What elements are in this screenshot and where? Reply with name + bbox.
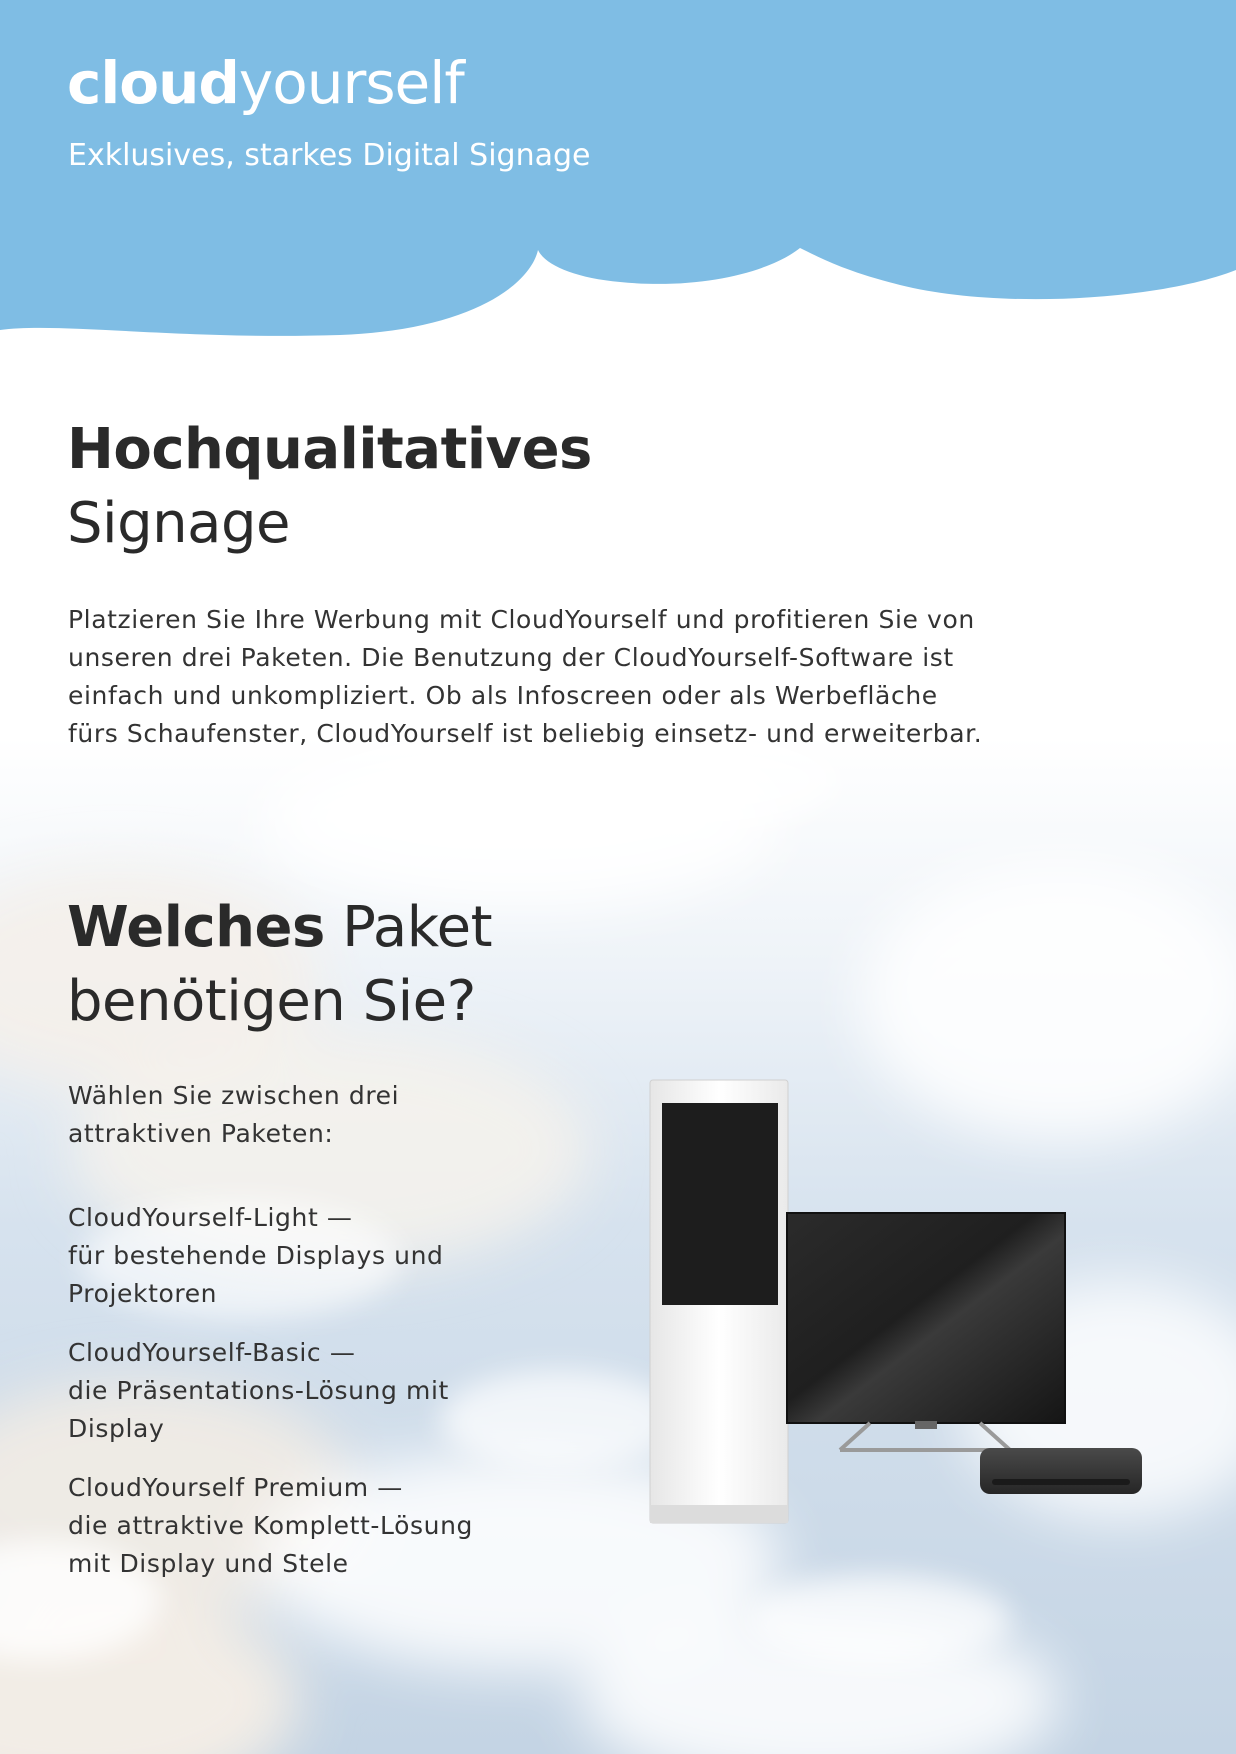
package-line: für bestehende Displays und: [68, 1241, 444, 1270]
package-line: Display: [68, 1414, 165, 1443]
paragraph-line: einfach und unkompliziert. Ob als Infoscreen oder als Werbefläche: [68, 681, 938, 710]
section2-heading: [67, 891, 492, 1039]
package-line: Projektoren: [68, 1279, 218, 1308]
media-player-icon: [980, 1448, 1142, 1494]
package-line: CloudYourself-Basic —: [68, 1338, 356, 1367]
brand-logo-light: yourself: [238, 49, 464, 117]
intro-line: Wählen Sie zwischen drei: [68, 1081, 400, 1110]
package-light: [68, 1199, 443, 1313]
package-premium: [68, 1469, 473, 1583]
paragraph-line: Platzieren Sie Ihre Werbung mit CloudYourself und profitieren Sie von: [68, 605, 975, 634]
section1-heading-light: Signage: [67, 491, 290, 556]
intro-line: attraktiven Paketen:: [68, 1119, 334, 1148]
brand-tagline: Exklusives, starkes Digital Signage: [68, 138, 591, 173]
stele-display-icon: [650, 1080, 788, 1523]
section2-intro: [68, 1077, 399, 1153]
package-line: CloudYourself-Light —: [68, 1203, 353, 1232]
section1-paragraph: [68, 601, 1028, 753]
paragraph-line: fürs Schaufenster, CloudYourself ist beliebig einsetz- und erweiterbar.: [68, 719, 983, 748]
tv-display-icon: [787, 1213, 1065, 1450]
section2-heading-line2: benötigen Sie?: [67, 969, 476, 1034]
package-line: mit Display und Stele: [68, 1549, 349, 1578]
package-line: CloudYourself Premium —: [68, 1473, 403, 1502]
brand-logo-bold: cloud: [67, 49, 239, 117]
section1-heading-bold: Hochqualitatives: [67, 417, 592, 482]
package-line: die Präsentations-Lösung mit: [68, 1376, 449, 1405]
package-line: die attraktive Komplett-Lösung: [68, 1511, 473, 1540]
product-illustration: [640, 1075, 1180, 1525]
section2-heading-bold: Welches: [67, 895, 325, 960]
paragraph-line: unseren drei Paketen. Die Benutzung der CloudYourself-Software ist: [68, 643, 954, 672]
package-basic: [68, 1334, 449, 1448]
section1-heading: [67, 413, 592, 561]
section2-heading-light: Paket: [324, 895, 493, 960]
brand-logo: [67, 49, 464, 117]
